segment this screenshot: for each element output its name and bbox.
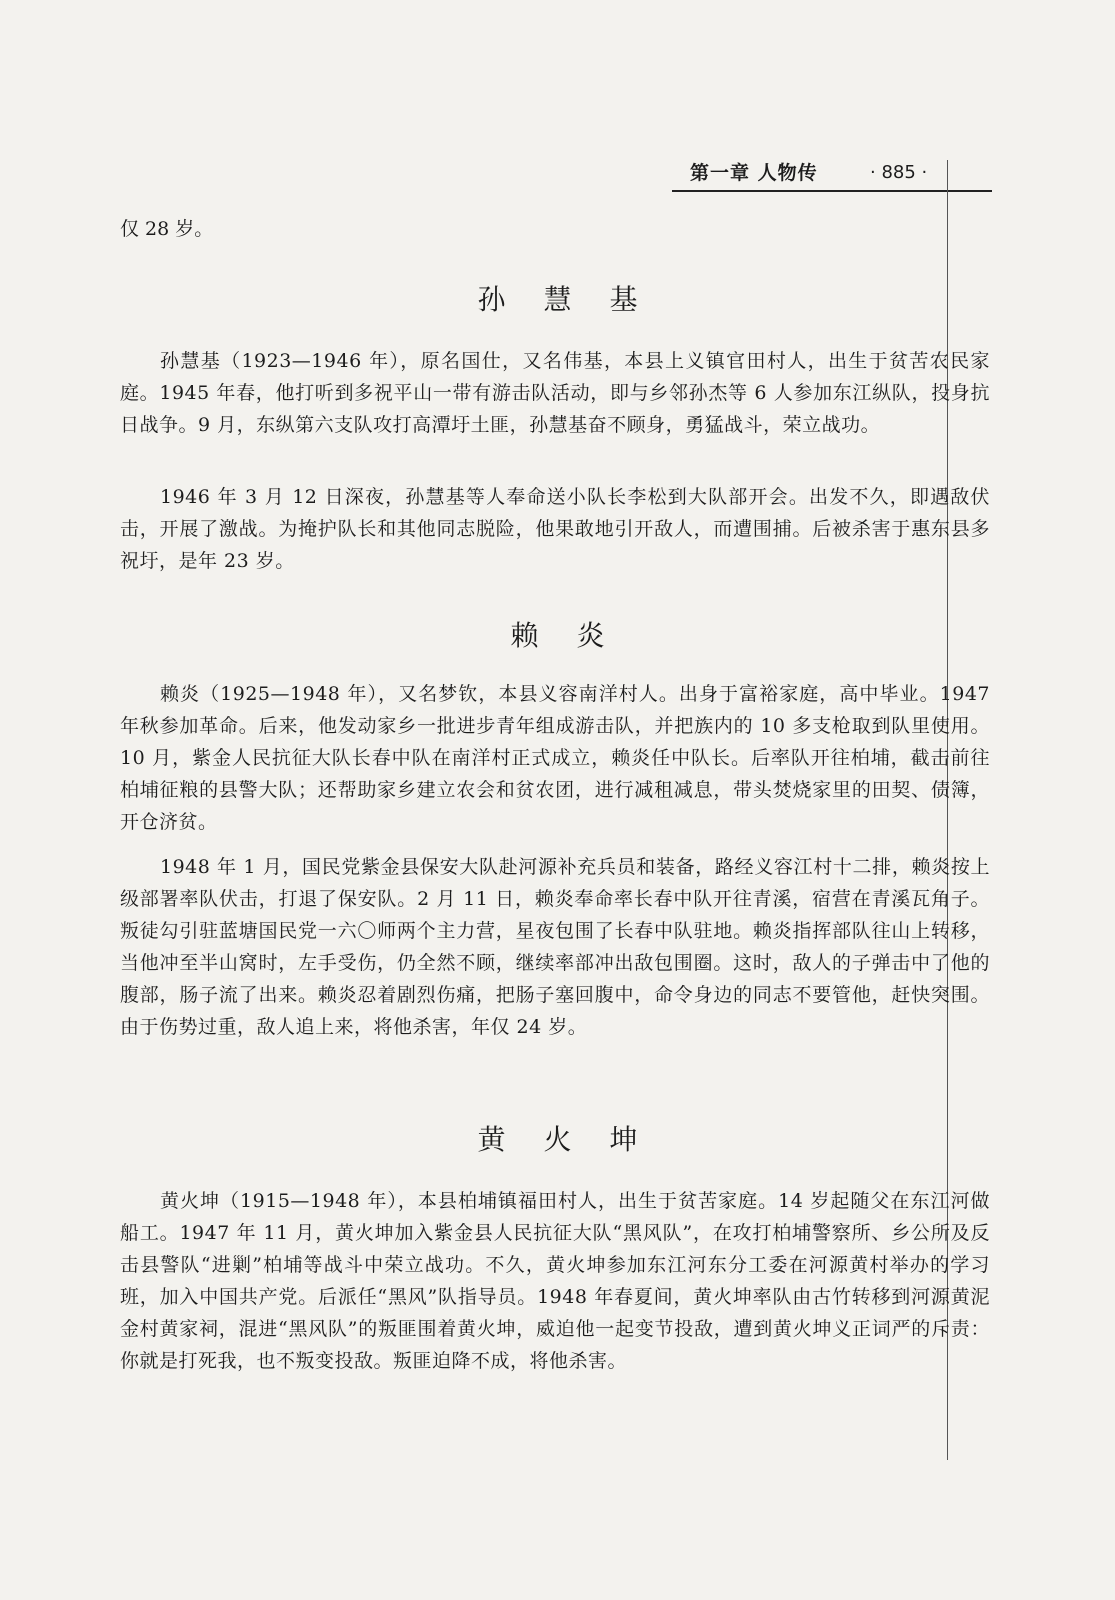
biography-paragraph: 赖炎（1925—1948 年），又名梦钦，本县义容南洋村人。出身于富裕家庭，高中毕业。1947 年秋参加革命。后来，他发动家乡一批进步青年组成游击队，并把族内的 10 多支枪取到队里使用。10 月，紫金人民抗征大队长春中队在南洋村正式成立，赖炎任中队长。后率队开往柏埔，截击前往柏埔征粮的县警大队；还帮助家乡建立农会和贫农团，进行减租减息，带头焚烧家里的田契、债簿，开仓济贫。 [120,683,990,833]
header-rule [672,190,992,192]
biography-title: 孙慧基 [477,283,676,316]
biography-paragraph: 1948 年 1 月，国民党紫金县保安大队赴河源补充兵员和装备，路经义容江村十二排，赖炎按上级部署率队伏击，打退了保安队。2 月 11 日，赖炎奉命率长春中队开往青溪，宿营在青溪瓦角子。叛徒勾引驻蓝塘国民党一六〇师两个主力营，星夜包围了长春中队驻地。赖炎指挥部队往山上转移，当他冲至半山窝时，左手受伤，仍全然不顾，继续率部冲出敌包围圈。这时，敌人的子弹击中了他的腹部，肠子流了出来。赖炎忍着剧烈伤痛，把肠子塞回腹中，命令身边的同志不要管他，赶快突围。由于伤势过重，敌人追上来，将他杀害，年仅 24 岁。 [120,856,990,1038]
continued-text: 仅 28 岁。 [120,218,214,240]
running-header [672,155,992,191]
page-number: · 885 · [870,162,928,183]
biography-paragraph: 孙慧基（1923—1946 年），原名国仕，又名伟基，本县上义镇官田村人，出生于贫苦农民家庭。1945 年春，他打听到多祝平山一带有游击队活动，即与乡邻孙杰等 6 人参加东江纵队，投身抗日战争。9 月，东纵第六支队攻打高潭圩土匪，孙慧基奋不顾身，勇猛战斗，荣立战功。 [120,350,990,436]
biography-paragraph: 黄火坤（1915—1948 年），本县柏埔镇福田村人，出生于贫苦家庭。14 岁起随父在东江河做船工。1947 年 11 月，黄火坤加入紫金县人民抗征大队“黑风队”，在攻打柏埔警察所、乡公所及反击县警队“进剿”柏埔等战斗中荣立战功。不久，黄火坤参加东江河东分工委在河源黄村举办的学习班，加入中国共产党。后派任“黑风”队指导员。1948 年春夏间，黄火坤率队由古竹转移到河源黄泥金村黄家祠，混进“黑风队”的叛匪围着黄火坤，威迫他一起变节投敌，遭到黄火坤义正词严的斥责：你就是打死我，也不叛变投敌。叛匪迫降不成，将他杀害。 [120,1190,990,1372]
biography-title: 赖炎 [510,619,643,652]
biography-title: 黄火坤 [477,1123,676,1156]
biography-paragraph: 1946 年 3 月 12 日深夜，孙慧基等人奉命送小队长李松到大队部开会。出发不久，即遇敌伏击，开展了激战。为掩护队长和其他同志脱险，他果敢地引开敌人，而遭围捕。后被杀害于惠东县多祝圩，是年 23 岁。 [120,486,990,572]
chapter-title: 第一章 人物传 [690,162,818,184]
